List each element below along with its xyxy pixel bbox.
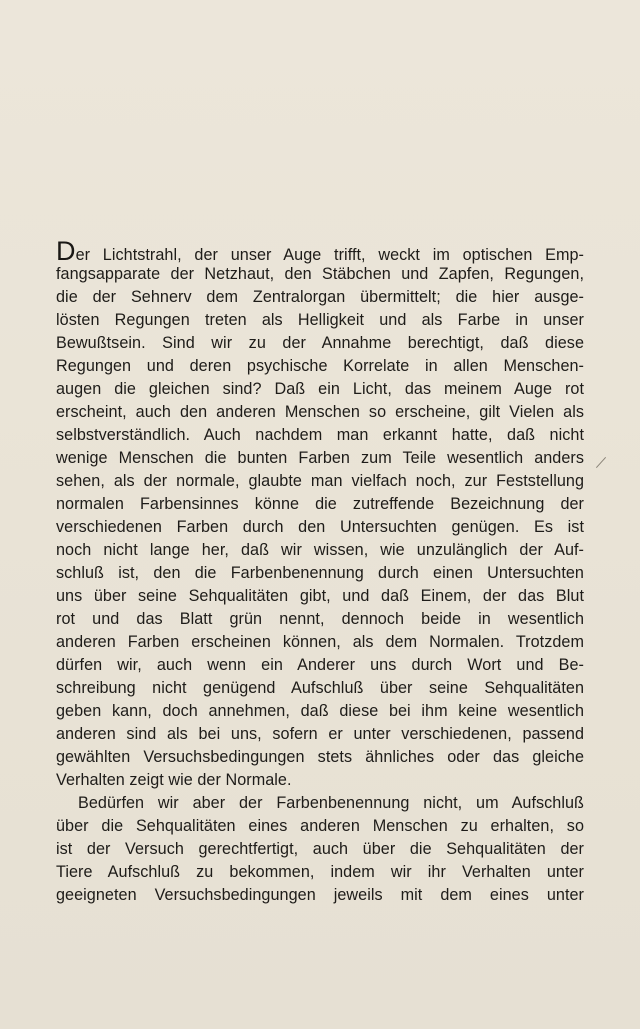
text-line-13: verschiedenen Farben durch den Untersuchten genügen. Es ist xyxy=(56,518,584,536)
text-line-18: anderen Farben erscheinen können, als dem Normalen. Trotzdem xyxy=(56,633,584,651)
text-line-5: Bewußtsein. Sind wir zu der Annahme berechtigt, daß diese xyxy=(56,334,584,352)
margin-pencil-mark xyxy=(596,457,606,468)
text-line-8: erscheint, auch den anderen Menschen so erscheine, gilt Vielen als xyxy=(56,403,584,421)
text-line-12: normalen Farbensinnes könne die zutreffende Bezeichnung der xyxy=(56,495,584,513)
text-line-7: augen die gleichen sind? Daß ein Licht, das meinem Auge rot xyxy=(56,380,584,398)
body-text xyxy=(56,236,584,907)
text-line-15: schluß ist, den die Farbenbenennung durch einen Untersuchten xyxy=(56,564,584,582)
text-line-9: selbstverständlich. Auch nachdem man erkannt hatte, daß nicht xyxy=(56,426,584,444)
text-line-14: noch nicht lange her, daß wir wissen, wie unzulänglich der Auf- xyxy=(56,541,584,559)
text-line-29: geeigneten Versuchsbedingungen jeweils mit dem eines unter xyxy=(56,886,584,904)
drop-initial: D xyxy=(56,236,76,266)
text-line-26: über die Sehqualitäten eines anderen Menschen zu erhalten, so xyxy=(56,817,584,835)
text-line-27: ist der Versuch gerechtfertigt, auch über die Sehqualitäten der xyxy=(56,840,584,858)
text-line-24: Verhalten zeigt wie der Normale. xyxy=(56,771,292,789)
text-line-25: Bedürfen wir aber der Farbenbenennung nicht, um Aufschluß xyxy=(78,794,584,812)
text-line-6: Regungen und deren psychische Korrelate in allen Menschen- xyxy=(56,357,584,375)
text-line-19: dürfen wir, auch wenn ein Anderer uns durch Wort und Be- xyxy=(56,656,584,674)
text-line-21: geben kann, doch annehmen, daß diese bei ihm keine wesentlich xyxy=(56,702,584,720)
text-line-11: sehen, als der normale, glaubte man vielfach noch, zur Feststellung xyxy=(56,472,584,490)
text-line-1: Der Lichtstrahl, der unser Auge trifft, weckt im optischen Emp- xyxy=(56,236,584,266)
text-line-20: schreibung nicht genügend Aufschluß über seine Sehqualitäten xyxy=(56,679,584,697)
text-line-16: uns über seine Sehqualitäten gibt, und daß Einem, der das Blut xyxy=(56,587,584,605)
text-line-10: wenige Menschen die bunten Farben zum Teile wesentlich anders xyxy=(56,449,584,467)
text-line-23: gewählten Versuchsbedingungen stets ähnliches oder das gleiche xyxy=(56,748,584,766)
text-line-2: fangsapparate der Netzhaut, den Stäbchen und Zapfen, Regungen, xyxy=(56,265,584,283)
text-line-17: rot und das Blatt grün nennt, dennoch beide in wesentlich xyxy=(56,610,584,628)
text-line-4: lösten Regungen treten als Helligkeit und als Farbe in unser xyxy=(56,311,584,329)
text-line-28: Tiere Aufschluß zu bekommen, indem wir ihr Verhalten unter xyxy=(56,863,584,881)
text-line-22: anderen sind als bei uns, sofern er unter verschiedenen, passend xyxy=(56,725,584,743)
text-line-3: die der Sehnerv dem Zentralorgan übermittelt; die hier ausge- xyxy=(56,288,584,306)
